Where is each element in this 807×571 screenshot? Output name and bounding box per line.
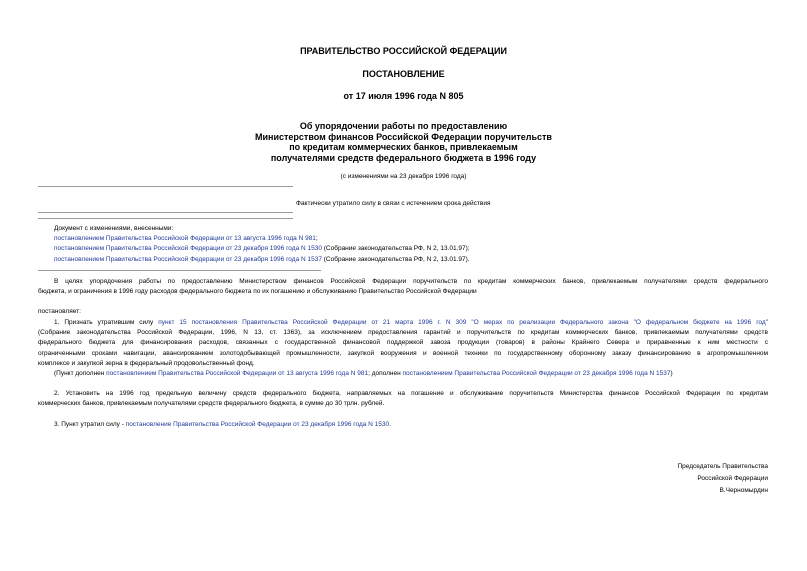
title-line: Об упорядочении работы по предоставлению	[299, 121, 508, 131]
title-line: по кредитам коммерческих банков, привлекаемым	[289, 142, 518, 152]
divider	[38, 218, 293, 219]
date-number-heading: от 17 июля 1996 года N 805	[343, 91, 464, 101]
changes-block	[38, 224, 768, 265]
change-item: постановлением Правительства Российской Федерации от 23 декабря 1996 года N 1530 (Собрание законодательства РФ, N 2, 13.01.97);	[54, 245, 470, 253]
paragraph-1-note: (Пункт дополнен постановлением Правительства Российской Федерации от 13 августа 1996 года N 981; дополнен постановлением Правительства Российской Федерации от 23 декабря 1996 года N 1537)	[54, 370, 673, 378]
preamble: В целях упорядочения работы по предоставлению Министерством финансов Российской Федерации поручительств по кредитам коммерческих банков, привлекаемым получателями средств федерального бюджета, и ограничения в 1996 году расходов федерального бюджета по их погашению и обслуживанию Правительство Российской Федерации	[38, 278, 768, 296]
issuer-heading: ПРАВИТЕЛЬСТВО РОССИЙСКОЙ ФЕДЕРАЦИИ	[300, 46, 507, 56]
divider	[38, 186, 293, 187]
amendment-note: (с изменениями на 23 декабря 1996 года)	[340, 173, 467, 180]
paragraph-1: 1. Признать утратившим силу пункт 15 постановления Правительства Российской Федерации от 21 марта 1996 г. N 309 "О мерах по реализации Федерального закона "О федеральном бюджете на 1996 год" (Собрание законодательства Российской Федерации, 1996, N 13, ст. 1363), за исключением предоставления гарантий и поручительств по кредитам коммерческих банков, привлекаемым получателями средств федерального бюджета для финансирования расходов, связанных с государственной финансовой поддержкой завоза продукции (товаров) в районы Крайнего Севера и приравненные к ним местности с ограниченными сроками навигации, авансированием золотодобывающей промышленности, закупкой вооружения и военной техники по государственному оборонному заказу финансированию в агропромышленном комплексе и закупкой зерна в федеральный продовольственный фонд. (Пункт дополнен постановлением Правительства Российской Федерации от 13 августа 1996 года N 981; дополнен постановлением Правительства Российской Федерации от 23 декабря 1996 года N 1537)	[38, 318, 768, 379]
lost-force-note: Фактически утратило силу в связи с истечением срока действия	[296, 200, 491, 207]
paragraph-3: 3. Пункт утратил силу - постановление Правительства Российской Федерации от 23 декабря 1996 года N 1530.	[54, 421, 391, 428]
change-link[interactable]: постановлением Правительства Российской Федерации от 13 августа 1996 года N 981	[106, 370, 369, 378]
signature-org: Российской Федерации	[697, 475, 768, 482]
signature-block	[677, 461, 768, 497]
divider	[38, 270, 321, 271]
change-item: постановлением Правительства Российской Федерации от 23 декабря 1996 года N 1537 (Собрание законодательства РФ, N 2, 13.01.97).	[54, 255, 470, 263]
doc-type-heading: ПОСТАНОВЛЕНИЕ	[362, 69, 445, 79]
changes-intro: Документ с изменениями, внесенными:	[54, 225, 174, 232]
paragraph-2: 2. Установить на 1996 год предельную величину средств федерального бюджета, направляемых на погашение и обслуживание поручительств Министерства финансов Российской Федерации по кредитам коммерческих банков, привлекаемым получателями средств федерального бюджета, в сумме до 30 трлн. рублей.	[38, 390, 768, 408]
decides-text: постановляет:	[38, 308, 81, 315]
title-line: Министерством финансов Российской Федерации поручительств	[255, 131, 552, 142]
document-title	[0, 121, 807, 163]
change-link[interactable]: постановлением Правительства Российской Федерации от 23 декабря 1996 года N 1537	[54, 255, 322, 263]
change-link[interactable]: постановлением Правительства Российской Федерации от 23 декабря 1996 года N 1530	[54, 245, 322, 253]
title-line: получателями средств федерального бюджета в 1996 году	[270, 152, 537, 163]
change-link[interactable]: постановлением Правительства Российской Федерации от 13 августа 1996 года N 981	[54, 235, 316, 243]
signature-name: В.Черномырдин	[719, 487, 768, 494]
signature-title: Председатель Правительства	[677, 463, 768, 470]
change-link[interactable]: постановлением Правительства Российской Федерации от 23 декабря 1996 года N 1537	[402, 370, 671, 378]
repeal-link[interactable]: постановление Правительства Российской Федерации от 23 декабря 1996 года N 1530	[125, 421, 390, 428]
divider	[38, 212, 293, 213]
law-link[interactable]: пункт 15 постановления Правительства Российской Федерации от 21 марта 1996 г. N 309 "О мерах по реализации Федерального закона "О федеральном бюджете на 1996 год"	[158, 319, 768, 326]
change-item: постановлением Правительства Российской Федерации от 13 августа 1996 года N 981;	[54, 235, 318, 243]
